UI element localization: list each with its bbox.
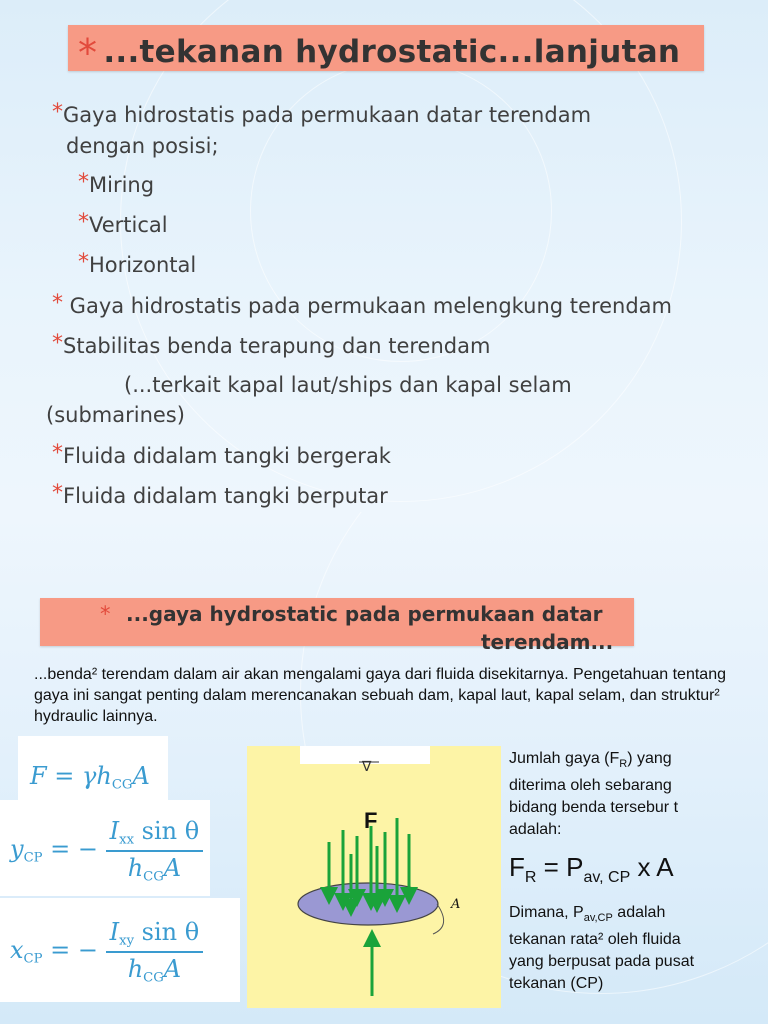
slide-1-title-bar (68, 25, 704, 75)
bullet-item: (submarines) (46, 403, 185, 427)
fraction: $\frac{I_{xx} \sin \theta}{h_{CG}A}$ (106, 817, 204, 884)
plate-force-svg (247, 746, 501, 1008)
slide-1-title: * ...tekanan hydrostatic...lanjutan (78, 31, 681, 75)
bullet-star-icon: * (78, 210, 89, 235)
bullet-star-icon: * (52, 100, 63, 125)
bullet-star-icon: * (52, 481, 63, 506)
slide-2-title-line-2: terendam... (481, 630, 614, 654)
slide-2 (0, 512, 768, 1024)
sub-bullet-item: *Horizontal (78, 250, 197, 277)
bullet-star-icon: * (52, 331, 63, 356)
bullet-item: dengan posisi; (66, 134, 219, 158)
submerged-plate (298, 883, 438, 925)
bullet-item: *Fluida didalam tangki bergerak (52, 441, 391, 468)
force-label: F (364, 808, 378, 833)
sub-bullet-item: *Miring (78, 170, 155, 197)
fraction: $\frac{I_{xy} \sin \theta}{h_{CG}A}$ (106, 918, 204, 985)
force-diagram-drawing (247, 746, 501, 1008)
equation-xcp: $x_{CP}$ = − $\frac{I_{xy} \sin \theta}{h_{CG}A}$ (10, 918, 203, 985)
resultant-formula: $F_R = P_{av, CP}$ x A (509, 852, 674, 887)
bullet-star-icon: * (78, 170, 89, 195)
pressure-definition: Dimana, $P_{av,CP}$ adalah tekanan rata² oleh fluida yang berpusat pada pusat tekanan (CP) (509, 904, 695, 993)
bullet-item: *Stabilitas benda terapung dan terendam (52, 331, 491, 358)
bullet-star-icon: * (78, 250, 89, 275)
title-star-icon: * (100, 602, 111, 626)
bullet-item: *Fluida didalam tangki berputar (52, 481, 388, 508)
bullet-item: *Gaya hidrostatis pada permukaan datar terendam (52, 100, 592, 127)
slide-2-title-line-1: ...gaya hydrostatic pada permukaan datar (126, 602, 603, 626)
title-star-icon: * (78, 31, 98, 75)
equation-force: $F = \gamma h_{CG}A$ (30, 762, 150, 793)
bullet-item: * Gaya hidrostatis pada permukaan melengkung terendam (52, 291, 672, 318)
sub-bullet-item: *Vertical (78, 210, 168, 237)
bullet-star-icon: * (52, 291, 63, 316)
bullet-item: (...terkait kapal laut/ships dan kapal selam (124, 373, 572, 397)
area-label: A (451, 897, 461, 912)
bullet-star-icon: * (52, 441, 63, 466)
resultant-description: Jumlah gaya $(F_R)$ yang diterima oleh sebarang bidang benda tersebur t adalah: (509, 750, 679, 839)
equation-ycp: $y_{CP}$ = − $\frac{I_{xx} \sin \theta}{h_{CG}A}$ (10, 817, 203, 884)
intro-paragraph: ...benda² terendam dalam air akan mengalami gaya dari fluida disekitarnya. Pengetahuan tentang gaya ini sangat penting dalam merencanakan sebuah dam, kapal laut, kapal selam, dan struktur² hydraulic lainnya. (34, 666, 726, 725)
water-surface-icon: ∇ (362, 758, 372, 774)
slide-2-title-bar (40, 598, 634, 654)
